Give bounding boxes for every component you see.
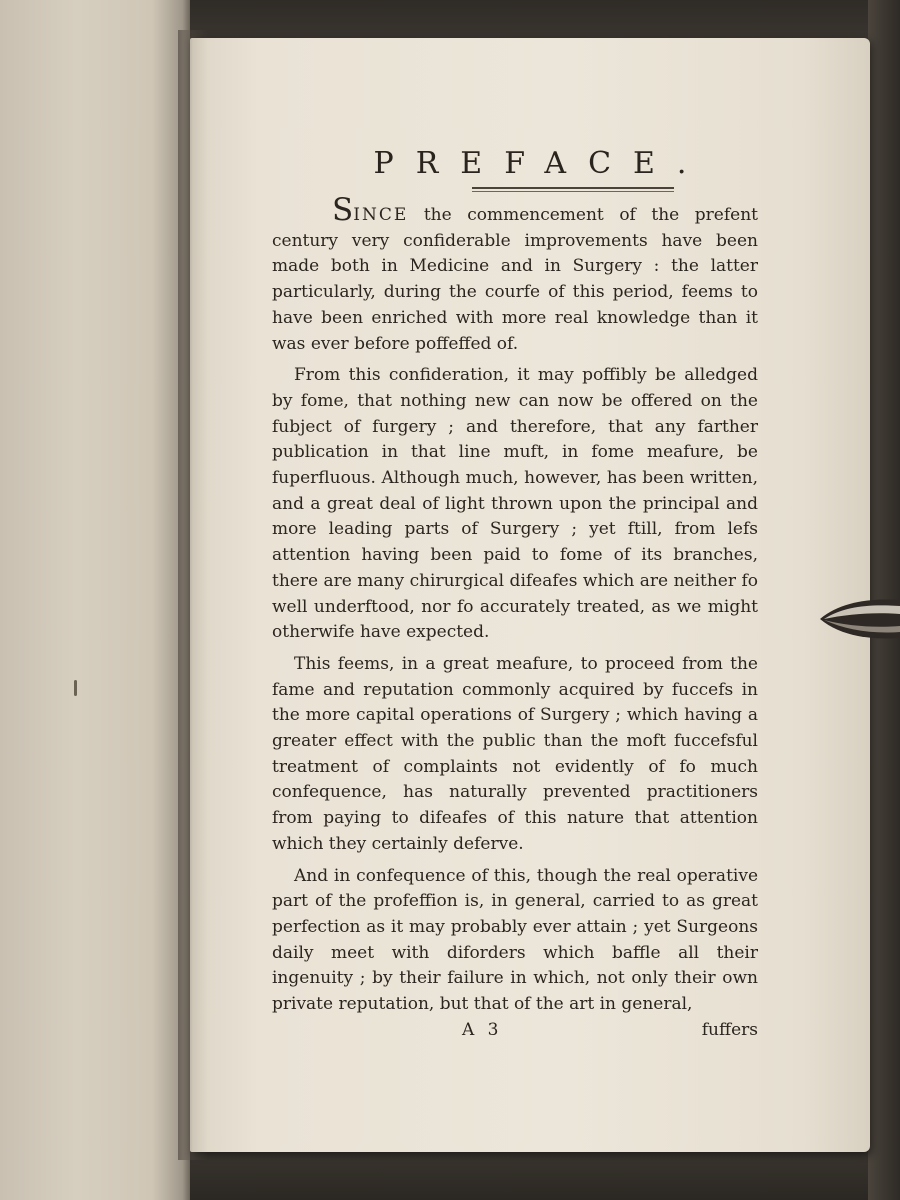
page-blemish [74,680,77,696]
page-footer [272,1020,758,1046]
small-caps-lead: INCE [353,205,409,225]
gutter-shadow [178,30,208,1160]
background-top [180,0,900,40]
paragraph-2: From this confideration, it may poffibly be alledged by fome, that nothing new can now be offered on the fubject of furgery ; and therefore, that any farther publication in that line muft, in fome meafure, be fuperfluous. Although much, however, has been written, and a great deal of light thrown upon the principal and more leading parts of Surgery ; yet ftill, from lefs attention having been paid to fome of its branches, there are many chirurgical difeafes which are neither fo well underftood, nor fo accurately treated, as we might otherwife have expected. [272,365,758,643]
preface-page [190,38,870,1152]
background-bottom [170,1150,900,1200]
paragraph-1-text: the commencement of the prefent century very confiderable improvements have been made both in Medicine and in Surgery : the latter particularly, during the courfe of this period, feems to have been enriched with more real knowledge than it was ever before poffeffed of. [272,205,758,354]
catchword: fuffers [701,1020,758,1040]
paragraph-3: This feems, in a great meafure, to proceed from the fame and reputation commonly acquired by fuccefs in the more capital operations of Surgery ; which having a greater effect with the public than the moft fuccefsful treatment of complaints not evidently of fo much confequence, has naturally prevented practitioners from paying to difeafes of this nature that attention which they certainly deferve. [272,653,758,854]
page-title: PREFACE. [373,146,709,181]
paragraph-1 [272,192,758,357]
preface-body [272,192,758,1024]
drop-capital: S [332,192,354,228]
previous-page [0,0,190,1200]
paragraph-4: And in confequence of this, though the real operative part of the profeffion is, in general, carried to as great perfection as it may probably ever attain ; yet Surgeons daily meet with diforders which baffle all their ingenuity ; by their failure in which, not only their own private reputation, but that of the art in general, [272,865,758,1015]
page-pointer-icon [818,596,900,642]
signature-mark: A 3 [462,1020,503,1040]
title-rule-thin [472,191,674,192]
title-rule [472,187,674,189]
